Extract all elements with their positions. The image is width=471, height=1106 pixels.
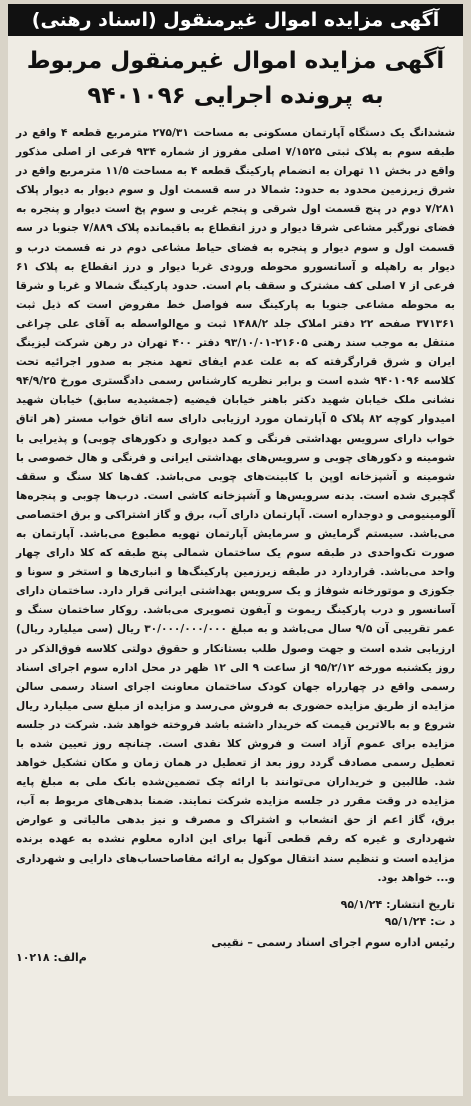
- ad-banner: آگهی مزایده اموال غیرمنقول (اسناد رهنی): [8, 4, 463, 36]
- dates-block: [16, 896, 455, 930]
- publish-date: تاریخ انتشار: ۹۵/۱/۲۴: [340, 897, 455, 911]
- signature-row: [16, 934, 455, 951]
- ad-page: [8, 4, 463, 1096]
- signature: رئیس اداره سوم اجرای اسناد رسمی – نقیبی: [211, 935, 455, 949]
- date-line: د ت: ۹۵/۱/۲۴: [384, 914, 455, 928]
- ad-title: آگهی مزایده اموال غیرمنقول مربوط به پرونده اجرایی ۹۴۰۱۰۹۶: [26, 48, 445, 109]
- ad-body-text: ششدانگ یک دستگاه آپارتمان مسکونی به مساحت ۲۷۵/۳۱ مترمربع قطعه ۴ واقع در طبقه سوم به پلاک ثبتی ۷/۱۵۲۵ اصلی مفروز از شماره ۹۳۴ فرعی از اصلی مذکور واقع در بخش ۱۱ تهران به انضمام پارکینگ قطعه ۴ به مساحت ۱۱/۵ مترمربع واقع در شرق زیرزمین محدود به حدود: شمالا در سه قسمت اول و سوم دیوار به دیوار پلاک ۷/۲۸۱ دوم در پنج قسمت اول شرقی و پنجم غربی و سوم پخ است دیوار و پنجره به فضای نورگیر مشاعی شرقا دیوار و درز انقطاع به باقیمانده پلاک ۷/۸۸۹ جنوبا در سه قسمت اول و سوم دیوار و پنجره به فضای حیاط مشاعی دوم در نه قسمت درب و دیوار به راهپله و آسانسورو محوطه ورودی غربا دیوار و درز انقطاع به پلاک ۶۱ فرعی از ۷ اصلی کف مشترک و سقف بام است. حدود پارکینگ شمالا و غربا و شرقا به محوطه مشاعی جنوبا به پارکینگ سه فواصل خط مفروض است که ذیل ثبت ۳۷۱۳۶۱ صفحه ۲۲ دفتر املاک جلد ۱۴۸۸/۲ ثبت و مع‌الواسطه به آقای علی چراغی منتقل به موجب سند رهنی ۲۱۶۰۵-۹۳/۱۰/۰۱ دفتر ۴۰۰ تهران در رهن شرکت لیزینگ ایران و شرق قرارگرفته که به علت عدم ایفای تعهد منجر به صدور اجرائیه تحت کلاسه ۹۴۰۱۰۹۶ شده است و برابر نظریه کارشناس رسمی دادگستری مورخ ۹۴/۹/۲۵ نشانی ملک خیابان شهید دکتر باهنر خیابان فیضیه (جمشیدیه سابق) خیابان شهید امیدوار کوچه ۸۲ پلاک ۵ آپارتمان مورد ارزیابی دارای سه اتاق خواب مستر (هر اتاق خواب دارای سرویس بهداشتی فرنگی و کمد دیواری و دکورهای چوبی) و پذیرایی با شومینه و دکورهای چوبی و سرویس‌های بهداشتی ایرانی و فرنگی و هال خصوصی با شومینه و آشپزخانه اوپن با کابینت‌های چوبی می‌باشد. کف‌ها کلا سنگ و سقف گچبری شده است. بدنه سرویس‌ها و آشپزخانه کاشی است. درب‌ها چوبی و پنجره‌ها آلومینیومی و دوجداره است. آپارتمان دارای آب، برق و گاز اشتراکی و برق اختصاصی می‌باشد. سیستم گرمایش و سرمایش آپارتمان تهویه مطبوع می‌باشد. آپارتمان به صورت تک‌واحدی در طبقه سوم یک ساختمان شمالی پنج طبقه که کلا دارای چهار واحد می‌باشد. قراردارد در طبقه زیرزمین پارکینگ‌ها و انباری‌ها و استخر و سونا و جکوزی و موتورخانه شوفاژ و یک سرویس بهداشتی ایرانی قرار دارد. ساختمان دارای آسانسور و درب پارکینگ ریموت و آیفون تصویری می‌باشد. روکار ساختمان سنگ و عمر تقریبی آن ۹/۵ سال می‌باشد و به مبلغ ۳۰/۰۰۰/۰۰۰/۰۰۰ ریال (سی میلیارد ریال) ارزیابی شده است و جهت وصول طلب بستانکار و حقوق دولتی کلاسه فوق‌الذکر در روز یکشنبه مورخه ۹۵/۲/۱۲ از ساعت ۹ الی ۱۲ ظهر در محل اداره سوم اجرای اسناد رسمی واقع در چهارراه جهان کودک ساختمان معاونت اجرای اسناد رسمی سالن مزایده از طریق مزایده حضوری به فروش می‌رسد و مزایده از مبلغ سی میلیارد ریال شروع و به بالاترین قیمت که خریدار داشته باشد فروخته خواهد شد. شرکت در جلسه مزایده برای عموم آزاد است و فروش کلا نقدی است. چنانچه روز تعیین شده با تعطیل رسمی مصادف گردد روز بعد از تعطیل در همان زمان و مکان تشکیل خواهد شد. طالبین و خریداران می‌توانند با ارائه چک تضمین‌شده بانک ملی به مبلغ پایه مزایده در وقت مقرر در جلسه مزایده شرکت نمایند. ضمنا بدهی‌های مربوط به آب، برق، گاز اعم از حق انشعاب و اشتراک و مصرف و نیز بدهی مالیاتی و عوارض شهرداری و غیره که رقم قطعی آنها برای این اداره معلوم نشده به عهده برنده مزایده است و تنظیم سند انتقال موکول به ارائه مفاصاحساب‌های دارایی و شهرداری و... خواهد بود.: [16, 127, 456, 884]
- issue-number: م‌الف: ۱۰۲۱۸: [16, 950, 87, 964]
